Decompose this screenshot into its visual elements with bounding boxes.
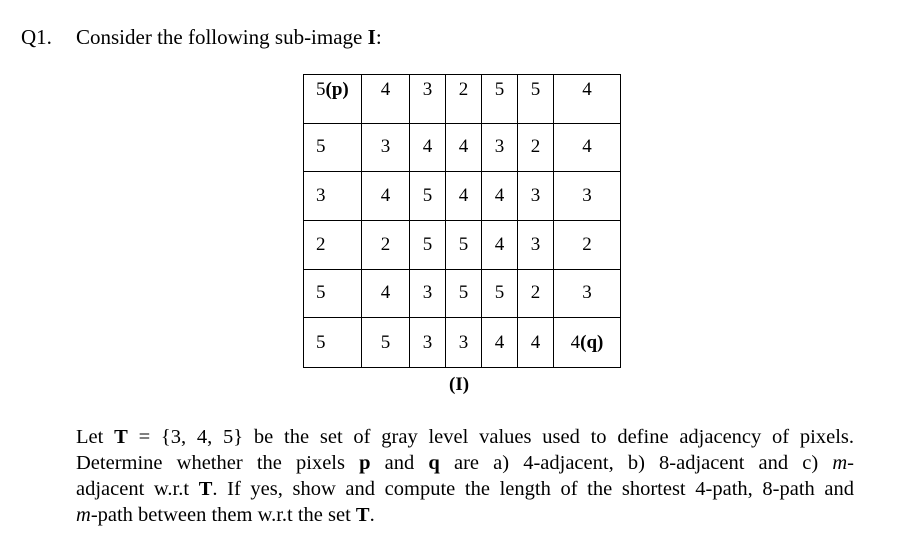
grid-cell: 4 [554, 124, 620, 173]
grid-cell: 3 [304, 172, 362, 221]
grid-cell: 4 [482, 172, 518, 221]
question-heading [76, 24, 382, 50]
grid-cell: 4 [446, 172, 482, 221]
grid-cell: 3 [410, 75, 446, 124]
text-span: . If yes, show and compute the length of the shortest 4-path, 8-path and [212, 478, 855, 500]
grid-cell: 5 [410, 221, 446, 270]
text-span: are a) 4-adjacent, b) 8-adjacent and c) [439, 452, 833, 474]
grid-cell: 4 [410, 124, 446, 173]
grid-cell: 5 [362, 318, 410, 367]
grid-cell: 3 [554, 270, 620, 319]
grid-cell: 2 [304, 221, 362, 270]
heading-colon: : [375, 25, 382, 49]
grid-cell: 4 [446, 124, 482, 173]
grid-cell: 5 [518, 75, 554, 124]
grid-cell: 5 [446, 221, 482, 270]
set-symbol: T [355, 504, 370, 526]
pixel-q-marker: (q) [580, 331, 604, 353]
grid-cell: 4 [482, 318, 518, 367]
text-span: . [369, 504, 375, 526]
grid-cell: 2 [362, 221, 410, 270]
grid-cell-value: 5 [316, 79, 326, 100]
text-span: = {3, 4, 5} be the set of gray level values used to define adjacency of pixels. [127, 426, 854, 448]
set-symbol: T [198, 478, 213, 500]
grid-cell: 3 [518, 172, 554, 221]
grid-cell: 4 [362, 172, 410, 221]
heading-text: Consider the following sub-image [76, 25, 368, 49]
grid-cell: 3 [446, 318, 482, 367]
paragraph-line-4 [76, 502, 854, 528]
grid-cell: 3 [518, 221, 554, 270]
m-symbol: m [76, 504, 91, 526]
question-number: Q1. [21, 25, 52, 49]
grid-cell: 5 [304, 318, 362, 367]
grid-cell [304, 75, 362, 124]
sub-image-grid [303, 74, 621, 368]
grid-cell: 4 [518, 318, 554, 367]
paragraph-line-2 [76, 450, 854, 476]
grid-cell [554, 318, 620, 367]
grid-cell: 5 [446, 270, 482, 319]
grid-cell: 2 [518, 124, 554, 173]
grid-cell: 4 [554, 75, 620, 124]
grid-cell: 5 [304, 270, 362, 319]
paragraph-line-3 [76, 476, 854, 502]
text-span: and [370, 452, 429, 474]
text-span: Let [76, 426, 115, 448]
grid-cell: 5 [482, 75, 518, 124]
set-symbol: T [114, 426, 128, 448]
text-span: - [847, 452, 854, 474]
heading-image-symbol: I [367, 25, 376, 49]
text-span: adjacent w.r.t [76, 478, 199, 500]
pixel-p-marker: (p) [325, 79, 349, 100]
grid-cell: 2 [554, 221, 620, 270]
paragraph-line-1 [76, 424, 854, 450]
m-symbol: m [832, 452, 848, 474]
grid-cell: 5 [304, 124, 362, 173]
grid-cell: 5 [482, 270, 518, 319]
pixel-p-symbol: p [359, 452, 371, 474]
grid-caption: (I) [449, 374, 470, 395]
text-span: Determine whether the pixels [76, 452, 360, 474]
grid-cell: 4 [362, 270, 410, 319]
grid-cell: 3 [410, 270, 446, 319]
grid-cell-value: 4 [570, 331, 581, 353]
grid-cell: 2 [518, 270, 554, 319]
grid-cell: 3 [554, 172, 620, 221]
grid-cell: 5 [410, 172, 446, 221]
grid-cell: 3 [410, 318, 446, 367]
pixel-q-symbol: q [428, 452, 440, 474]
grid-cell: 3 [482, 124, 518, 173]
grid-cell: 2 [446, 75, 482, 124]
text-span: -path between them w.r.t the set [90, 504, 356, 526]
question-paragraph [76, 424, 854, 528]
grid-cell: 4 [482, 221, 518, 270]
grid-cell: 3 [362, 124, 410, 173]
grid-cell: 4 [362, 75, 410, 124]
